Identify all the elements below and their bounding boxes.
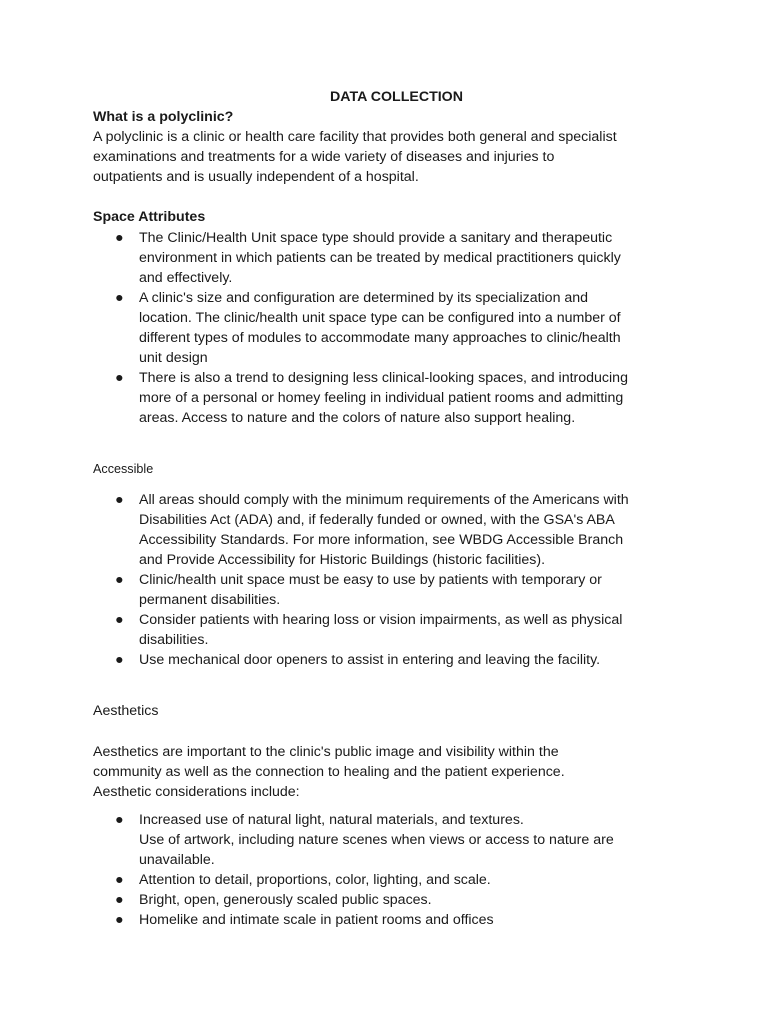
list-item-line: environment in which patients can be treated by medical practitioners quickly: [139, 249, 621, 266]
list-item-line: Use of artwork, including nature scenes when views or access to nature are: [139, 831, 614, 848]
list-item-line: areas. Access to nature and the colors of nature also support healing.: [139, 410, 576, 427]
list-item: [93, 870, 688, 890]
list-item: [93, 610, 688, 650]
list-item-line: Bright, open, generously scaled public spaces.: [139, 892, 432, 909]
bullet-icon: ●: [115, 571, 124, 588]
list-item-line: Clinic/health unit space must be easy to use by patients with temporary or: [139, 571, 602, 588]
list-item-line: permanent disabilities.: [139, 592, 281, 609]
bullet-icon: ●: [115, 612, 124, 629]
list-item-line: Disabilities Act (ADA) and, if federally funded or owned, with the GSA's ABA: [139, 511, 615, 528]
aesthetics-paragraph: [93, 742, 688, 802]
aesthetics-line: Aesthetic considerations include:: [93, 783, 300, 800]
spacer: [93, 429, 688, 459]
list-item-line: All areas should comply with the minimum requirements of the Americans with: [139, 491, 629, 508]
list-item: [93, 570, 688, 610]
bullet-icon: ●: [115, 491, 124, 508]
spacer: [93, 187, 688, 207]
bullet-icon: ●: [115, 370, 124, 387]
intro-line: examinations and treatments for a wide variety of diseases and injuries to: [93, 149, 555, 166]
accessible-list: [93, 490, 688, 671]
list-item-line: and effectively.: [139, 269, 233, 286]
spacer: [93, 802, 688, 810]
bullet-icon: ●: [115, 652, 124, 669]
spacer: [93, 722, 688, 742]
aesthetics-line: community as well as the connection to healing and the patient experience.: [93, 763, 565, 780]
aesthetics-heading: Aesthetics: [93, 703, 159, 720]
list-item-line: Attention to detail, proportions, color, lighting, and scale.: [139, 872, 491, 889]
space-attributes-list: [93, 228, 688, 429]
list-item-line: more of a personal or homey feeling in individual patient rooms and admitting: [139, 390, 624, 407]
list-item-line: disabilities.: [139, 632, 209, 649]
bullet-icon: ●: [115, 229, 124, 246]
list-item-line: There is also a trend to designing less clinical-looking spaces, and introducing: [139, 370, 628, 387]
bullet-icon: ●: [115, 872, 124, 889]
list-item: [93, 890, 688, 910]
list-item: [93, 490, 688, 570]
intro-heading: What is a polyclinic?: [93, 109, 234, 126]
list-item-line: Increased use of natural light, natural materials, and textures.: [139, 811, 524, 828]
list-item-line: unavailable.: [139, 852, 215, 868]
accessible-heading: Accessible: [93, 461, 154, 476]
spacer: [93, 479, 688, 490]
intro-paragraph: [93, 127, 688, 187]
list-item: [93, 368, 688, 428]
list-item-line: Accessibility Standards. For more information, see WBDG Accessible Branch: [139, 531, 624, 548]
list-item-line: and Provide Accessibility for Historic Buildings (historic facilities).: [139, 551, 546, 568]
list-item: [93, 228, 688, 288]
list-item-line: The Clinic/Health Unit space type should provide a sanitary and therapeutic: [139, 229, 613, 246]
list-item-line: Homelike and intimate scale in patient rooms and offices: [139, 912, 494, 929]
list-item-line: different types of modules to accommodate many approaches to clinic/health: [139, 330, 621, 347]
list-item: [93, 910, 688, 930]
list-item-line: Use mechanical door openers to assist in entering and leaving the facility.: [139, 652, 601, 669]
intro-line: A polyclinic is a clinic or health care facility that provides both general and specialist: [93, 129, 617, 146]
bullet-icon: ●: [115, 912, 124, 929]
bullet-icon: ●: [115, 811, 124, 828]
bullet-icon: ●: [115, 892, 124, 909]
intro-line: outpatients and is usually independent of a hospital.: [93, 169, 419, 186]
list-item-line: unit design: [139, 350, 208, 367]
list-item-line: location. The clinic/health unit space type can be configured into a number of: [139, 309, 621, 326]
spacer: [93, 670, 688, 701]
list-item: [93, 288, 688, 368]
list-item: [93, 810, 688, 870]
list-item-line: Consider patients with hearing loss or vision impairments, as well as physical: [139, 612, 623, 629]
list-item: [93, 650, 688, 670]
list-item-line: A clinic's size and configuration are determined by its specialization and: [139, 289, 589, 306]
space-attributes-heading: Space Attributes: [93, 209, 206, 226]
bullet-icon: ●: [115, 289, 124, 306]
aesthetics-line: Aesthetics are important to the clinic's public image and visibility within the: [93, 743, 559, 760]
document-title: DATA COLLECTION: [330, 89, 463, 105]
aesthetics-list: [93, 810, 688, 931]
